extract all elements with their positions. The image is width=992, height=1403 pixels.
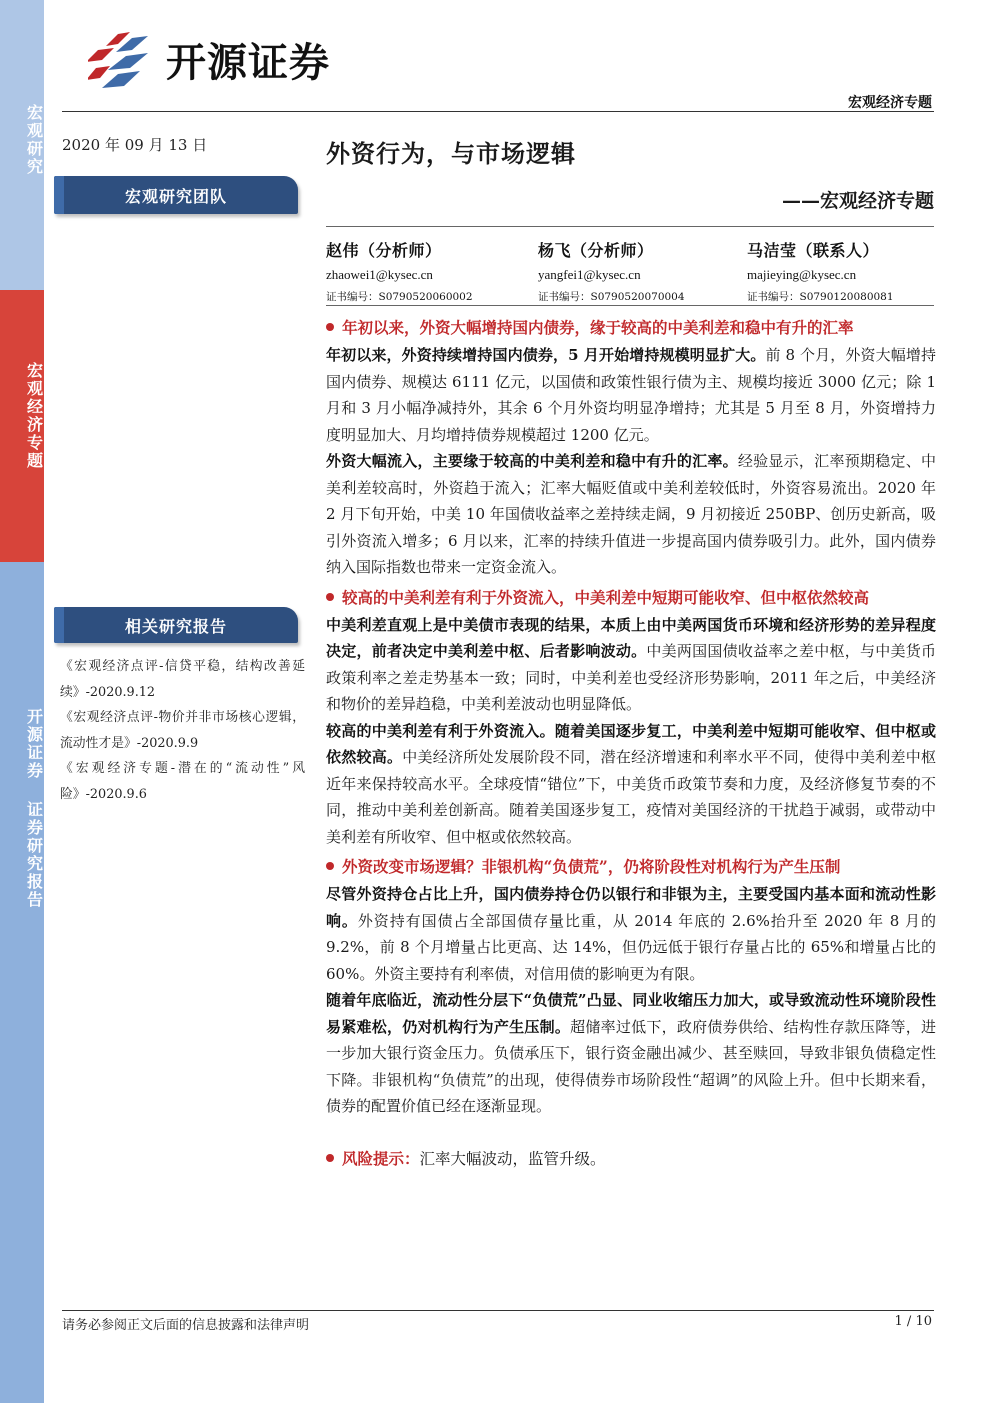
- author-cert: 证书编号：S0790520070004: [538, 291, 685, 303]
- risk-text: 汇率大幅波动，监管升级。: [419, 1149, 606, 1168]
- report-date: 2020 年 09 月 13 日: [62, 136, 208, 154]
- brand-name: 开源证券: [166, 39, 330, 86]
- author-name: 杨飞（分析师）: [538, 241, 654, 260]
- footer-divider: [62, 1310, 934, 1311]
- author-divider-bottom: [326, 305, 934, 306]
- section-heading: [326, 853, 936, 881]
- paragraph-text: 外资持有国债占全部国债存量比重，从 2014 年底的 2.6%抬升至 2020 年 8 月的 9.2%，前 8 个月增量占比更高、达 14%，但仍远低于银行存量占比的 65%和增量占比的 60%。外资主要持有利率债，对信用债的影响更为有限。: [326, 911, 936, 983]
- page-number: 1 / 10: [894, 1314, 932, 1329]
- footer-disclaimer: 请务必参阅正文后面的信息披露和法律声明: [62, 1318, 310, 1333]
- bullet-icon: [326, 1154, 334, 1162]
- team-banner: [54, 176, 298, 214]
- author-divider-top: [326, 226, 934, 227]
- summary-section: [326, 314, 936, 581]
- bullet-icon: [326, 862, 334, 870]
- related-reports-list: [60, 654, 305, 807]
- author-cert: 证书编号：S0790520060002: [326, 291, 473, 303]
- section-paragraph: [326, 881, 936, 987]
- risk-label: 风险提示：: [342, 1148, 420, 1168]
- report-type-label: 宏观经济专题: [848, 95, 932, 111]
- section-paragraph: [326, 987, 936, 1120]
- paragraph-lead: 年初以来，外资持续增持国内债券，5 月开始增持规模明显扩大。: [326, 346, 766, 364]
- summary-section: [326, 853, 936, 1120]
- author-card: [538, 238, 685, 304]
- section-heading-text: 较高的中美利差有利于外资流入，中美利差中短期可能收窄、但中枢依然较高: [342, 587, 870, 607]
- sidebar-label-mid: 宏观经济专题: [24, 362, 44, 470]
- page-title: 外资行为，与市场逻辑: [326, 139, 576, 168]
- paragraph-text: 超储率过低下，政府债券供给、结构性存款压降等，进一步加大银行资金压力。负债承压下，银行资金融出减少、甚至赎回，导致非银负债稳定性下降。非银机构“负债荒”的出现，使得债券市场阶段性“超调”的风险上升。但中长期来看，债券的配置价值已经在逐渐显现。: [326, 1017, 936, 1115]
- summary-section: [326, 584, 936, 851]
- sidebar-label-top: 宏观研究: [24, 104, 44, 176]
- author-card: [747, 238, 894, 304]
- section-paragraph: [326, 342, 936, 448]
- page-subtitle: ——宏观经济专题: [781, 190, 934, 212]
- related-reports-title: 相关研究报告: [124, 616, 227, 636]
- sidebar-block-bottom: [0, 562, 44, 1403]
- brand-mark-icon: [88, 30, 158, 88]
- section-paragraph: [326, 612, 936, 718]
- author-name: 赵伟（分析师）: [326, 241, 442, 260]
- section-heading: [326, 584, 936, 612]
- related-reports-banner: [54, 607, 298, 643]
- paragraph-lead: 尽管外资持仓占比上升，国内债券持仓仍以银行和非银为主，主要受国内基本面和流动性影响。: [326, 885, 936, 930]
- risk-note: [326, 1146, 936, 1173]
- section-paragraph: [326, 718, 936, 851]
- author-email[interactable]: yangfei1@kysec.cn: [538, 267, 641, 282]
- author-email[interactable]: majieying@kysec.cn: [747, 267, 857, 282]
- author-card: [326, 238, 473, 304]
- paragraph-lead: 外资大幅流入，主要缘于较高的中美利差和稳中有升的汇率。: [326, 452, 738, 470]
- related-report-item[interactable]: 《宏观经济专题-潜在的“流动性”风险》-2020.9.6: [60, 761, 305, 802]
- section-heading-text: 外资改变市场逻辑？非银机构“负债荒”，仍将阶段性对机构行为产生压制: [342, 857, 841, 876]
- banner-accent: [54, 607, 64, 643]
- team-label: 宏观研究团队: [124, 186, 227, 206]
- paragraph-lead: 随着年底临近，流动性分层下“负债荒”凸显、同业收缩压力加大，或导致流动性环境阶段性易紧难松，仍对机构行为产生压制。: [326, 991, 936, 1036]
- section-heading: [326, 314, 936, 342]
- sidebar-label-bottom: 开源证券 证券研究报告: [24, 708, 44, 909]
- author-name: 马洁莹（联系人）: [747, 241, 880, 260]
- related-report-item[interactable]: 《宏观经济点评-信贷平稳，结构改善延续》-2020.9.12: [60, 659, 305, 700]
- paragraph-text: 经验显示，汇率预期稳定、中美利差较高时，外资趋于流入；汇率大幅贬值或中美利差较低时，外资容易流出。2020 年 2 月下旬开始，中美 10 年国债收益率之差持续走阔，9 月初接近 250BP、创历史新高，吸引外资流入增多；6 月以来，汇率的持续升值进一步提高国内债券吸引力。此外，国内债券纳入国际指数也带来一定资金流入。: [326, 452, 936, 576]
- banner-accent: [54, 176, 64, 214]
- paragraph-text: 中美两国国债收益率之差中枢，与中美货币政策利率之差走势基本一致；同时，中美利差也受经济形势影响，2011 年之后，中美经济和物价的差异趋稳，中美利差波动也明显降低。: [326, 642, 936, 713]
- paragraph-lead: 中美利差直观上是中美债市表现的结果，本质上由中美两国货币环境和经济形势的差异程度决定，前者决定中美利差中枢、后者影响波动。: [326, 615, 936, 660]
- bullet-icon: [326, 323, 334, 331]
- author-cert: 证书编号：S0790120080081: [747, 291, 894, 303]
- section-heading-text: 年初以来，外资大幅增持国内债券，缘于较高的中美利差和稳中有升的汇率: [342, 318, 854, 337]
- paragraph-text: 前 8 个月，外资大幅增持国内债券、规模达 6111 亿元，以国债和政策性银行债为主、规模均接近 3000 亿元；除 1 月和 3 月小幅净减持外，其余 6 个月外资均明显净增持；尤其是 5 月至 8 月，外资增持力度明显加大、月均增持债券规模超过 1200 亿元。: [326, 346, 936, 444]
- left-sidebar: [0, 0, 44, 1403]
- header-divider: [62, 111, 934, 112]
- summary-body: [326, 314, 936, 1172]
- bullet-icon: [326, 593, 334, 601]
- brand-logo: [88, 30, 330, 88]
- paragraph-text: 中美经济所处发展阶段不同，潜在经济增速和利率水平不同，使得中美利差中枢近年来保持较高水平。全球疫情“错位”下，中美货币政策节奏和力度，及经济修复节奏的不同，推动中美利差创新高。随着美国逐步复工，疫情对美国经济的干扰趋于减弱，或带动中美利差有所收窄、但中枢或依然较高。: [326, 748, 936, 846]
- section-paragraph: [326, 448, 936, 581]
- paragraph-lead: 较高的中美利差有利于外资流入。随着美国逐步复工，中美利差中短期可能收窄、但中枢或依然较高。: [326, 721, 936, 766]
- author-email[interactable]: zhaowei1@kysec.cn: [326, 267, 433, 282]
- related-report-item[interactable]: 《宏观经济点评-物价并非市场核心逻辑，流动性才是》-2020.9.9: [60, 710, 305, 751]
